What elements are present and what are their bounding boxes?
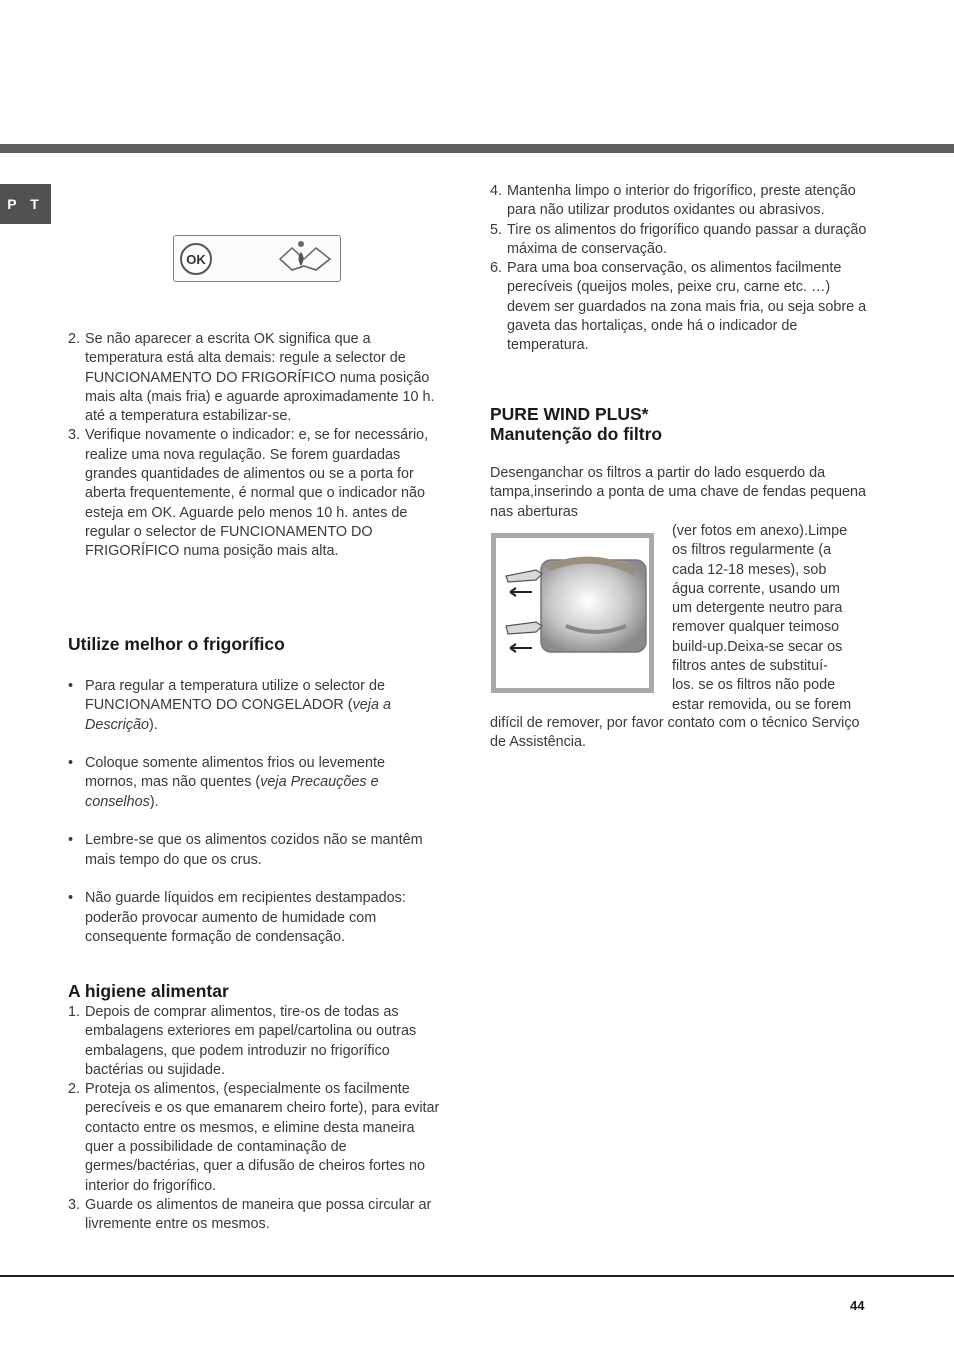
list-item: 6. Para uma boa conservação, os alimentos facilmente perecíveis (queijos moles, peixe cru, carne etc. …) devem ser guardados na zona mais fria, ou seja sobre a gaveta das hortaliças, onde há o indicador de temperatura.	[490, 260, 867, 354]
filter-paragraph-2: (ver fotos em anexo).Limpe os filtros regularmente (a cada 12-18 meses), sob água corrente, usando um um detergente neutro para remover qualquer teimoso build-up.Deixa-se secar os filtros antes de substituí- los. se os filtros não pode estar removida, ou se forem	[672, 523, 852, 713]
temperature-indicator-image	[173, 235, 341, 282]
top-bar	[0, 144, 954, 153]
right-column-steps	[490, 182, 876, 356]
list-item: • Coloque somente alimentos frios ou levemente mornos, mas não quentes (veja Precauções e conselhos).	[68, 755, 385, 810]
list-item: 1. Depois de comprar alimentos, tire-os de todas as embalagens exteriores em papel/cartolina ou outras embalagens, que podem introduzir no frigorífico bactérias ou sujidade.	[68, 1004, 417, 1078]
filter-photo	[491, 533, 654, 693]
list-item: 3. Guarde os alimentos de maneira que possa circular ar livremente entre os mesmos.	[68, 1196, 432, 1233]
list-item: • Lembre-se que os alimentos cozidos não se mantêm mais tempo do que os crus.	[68, 832, 423, 868]
filter-illustration	[496, 538, 649, 688]
left-column-steps-b	[68, 1003, 444, 1235]
language-tab	[0, 184, 51, 224]
section-heading-use	[68, 634, 444, 654]
snowflake-drop-icon	[280, 241, 330, 270]
indicator-svg	[174, 236, 340, 281]
bottom-rule	[0, 1275, 954, 1277]
section-heading-hygiene	[68, 981, 444, 1001]
list-item: 5. Tire os alimentos do frigorífico quando passar a duração máxima de conservação.	[490, 221, 867, 257]
section-title-filter-maintenance: Manutenção do filtro	[490, 424, 663, 444]
list-item: 4. Mantenha limpo o interior do frigorífico, preste atenção para não utilizar produtos oxidantes ou abrasivos.	[490, 183, 856, 219]
list-item: 2. Se não aparecer a escrita OK significa que a temperatura está alta demais: regule a selector de FUNCIONAMENTO DO FRIGORÍFICO numa posição mais alta (mais fria) e aguarde aproximadamente 10 h. até a temperatura estabilizar-se.	[68, 331, 435, 425]
section-title-pure-wind: PURE WIND PLUS*	[490, 404, 649, 424]
list-item: • Para regular a temperatura utilize o selector de FUNCIONAMENTO DO CONGELADOR (veja a Descrição).	[68, 678, 391, 733]
filter-paragraph-1: Desenganchar os filtros a partir do lado esquerdo da tampa,inserindo a ponta de uma chave de fendas pequena nas aberturas	[490, 465, 867, 520]
section-heading-filter	[490, 404, 876, 444]
list-item: • Não guarde líquidos em recipientes destampados: poderão provocar aumento de humidade com consequente formação de condensação.	[68, 890, 406, 945]
left-column-bullets	[68, 677, 424, 966]
section-title-food-hygiene: A higiene alimentar	[68, 981, 229, 1001]
list-item: 3. Verifique novamente o indicador: e, se for necessário, realize uma nova regulação. Se forem guardadas grandes quantidades de alimentos ou se a porta for aberta frequentemente, é normal que o indicador não esteja em OK. Aguarde pelo menos 10 h. antes de regular o selector de FUNCIONAMENTO DO FRIGORÍFICO numa posição mais alta.	[68, 427, 429, 560]
ok-icon-text: OK	[186, 252, 206, 267]
language-label: P T	[7, 196, 44, 212]
list-item: 2. Proteja os alimentos, (especialmente os facilmente perecíveis e os que emanarem cheiro forte), para evitar contacto entre os mesmos, e elimine desta maneira quer a possibilidade de contaminação de germes/bactérias, quer a difusão de cheiros fortes no interior do frigorífico.	[68, 1081, 440, 1194]
filter-paragraph-3: difícil de remover, por favor contato com o técnico Serviço de Assistência.	[490, 715, 860, 751]
left-column-steps-a	[68, 330, 444, 562]
page-number: 44	[850, 1298, 865, 1313]
section-title-use-fridge: Utilize melhor o frigorífico	[68, 634, 285, 654]
